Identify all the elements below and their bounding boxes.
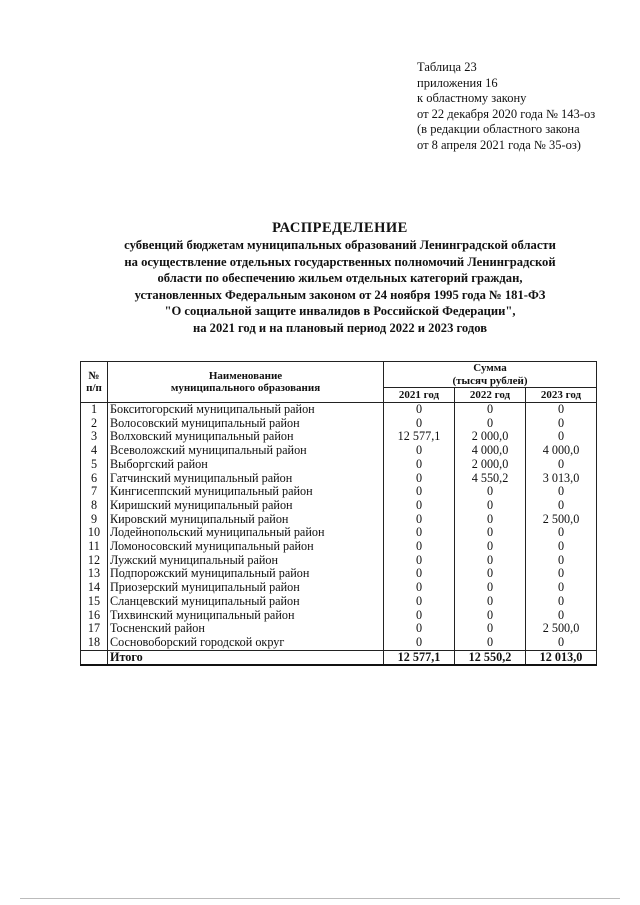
row-value-2022: 2 000,0	[455, 430, 526, 444]
row-value-2023: 0	[526, 403, 597, 417]
title-line: на 2021 год и на плановый период 2022 и 2023 годов	[192, 320, 488, 335]
title-line: области по обеспечению жильем отдельных категорий граждан,	[157, 271, 523, 286]
row-value-2023: 0	[526, 567, 597, 581]
row-municipality: Всеволожский муниципальный район	[108, 444, 384, 458]
row-value-2022: 4 550,2	[455, 472, 526, 486]
reference-line: от 22 декабря 2020 года № 143-оз	[417, 106, 596, 121]
row-number: 11	[81, 540, 108, 554]
table-row	[81, 567, 597, 581]
row-value-2021: 0	[384, 417, 455, 431]
reference-line: (в редакции областного закона	[417, 122, 580, 136]
header-year-2021: 2021 год	[384, 388, 455, 403]
page-bottom-line	[20, 898, 620, 899]
row-value-2023: 2 500,0	[526, 622, 597, 636]
row-value-2023: 0	[526, 526, 597, 540]
row-value-2022: 0	[455, 403, 526, 417]
row-municipality: Подпорожский муниципальный район	[108, 567, 384, 581]
title-heading: РАСПРЕДЕЛЕНИЕ	[272, 220, 408, 236]
row-value-2023: 0	[526, 540, 597, 554]
row-value-2023: 0	[526, 430, 597, 444]
row-value-2023: 0	[526, 485, 597, 499]
row-number: 6	[81, 472, 108, 486]
row-number: 1	[81, 403, 108, 417]
table-row	[81, 472, 597, 486]
reference-line: приложения 16	[417, 75, 498, 90]
title-line: установленных Федеральным законом от 24 ноября 1995 года № 181-ФЗ	[134, 287, 546, 302]
header-year-2022: 2022 год	[455, 388, 526, 403]
row-value-2022: 0	[455, 567, 526, 581]
row-municipality: Выборгский район	[108, 458, 384, 472]
row-value-2022: 0	[455, 513, 526, 527]
row-number: 8	[81, 499, 108, 513]
table-row	[81, 444, 597, 458]
row-value-2021: 0	[384, 581, 455, 595]
row-value-2021: 12 577,1	[384, 430, 455, 444]
table-row	[81, 636, 597, 650]
row-municipality: Сосновоборский городской округ	[108, 636, 384, 650]
row-value-2022: 0	[455, 526, 526, 540]
title-line: субвенций бюджетам муниципальных образований Ленинградской области	[124, 238, 556, 252]
row-value-2022: 0	[455, 595, 526, 609]
row-value-2022: 2 000,0	[455, 458, 526, 472]
row-value-2021: 0	[384, 554, 455, 568]
table-row	[81, 430, 597, 444]
row-value-2021: 0	[384, 622, 455, 636]
row-number: 2	[81, 417, 108, 431]
row-value-2021: 0	[384, 458, 455, 472]
total-value-2022: 12 550,2	[455, 650, 526, 665]
table-row	[81, 609, 597, 623]
row-municipality: Сланцевский муниципальный район	[108, 595, 384, 609]
title-line: на осуществление отдельных государственных полномочий Ленинградской	[124, 254, 556, 269]
table-row	[81, 581, 597, 595]
row-value-2021: 0	[384, 403, 455, 417]
row-value-2022: 0	[455, 609, 526, 623]
row-value-2022: 0	[455, 417, 526, 431]
total-row	[81, 650, 597, 665]
document-title	[60, 219, 620, 337]
row-value-2023: 0	[526, 581, 597, 595]
row-number: 4	[81, 444, 108, 458]
row-number: 16	[81, 609, 108, 623]
header-municipality: Наименование муниципального образования	[108, 362, 384, 403]
header-year-2023: 2023 год	[526, 388, 597, 403]
distribution-table	[80, 361, 597, 666]
title-line: "О социальной защите инвалидов в Российской Федерации",	[164, 304, 516, 319]
total-value-2021: 12 577,1	[384, 650, 455, 665]
row-value-2021: 0	[384, 567, 455, 581]
row-municipality: Лужский муниципальный район	[108, 554, 384, 568]
table-row	[81, 499, 597, 513]
document-reference-block	[417, 60, 595, 153]
row-number: 15	[81, 595, 108, 609]
row-municipality: Киришский муниципальный район	[108, 499, 384, 513]
reference-line: от 8 апреля 2021 года № 35-оз)	[417, 137, 581, 152]
reference-line: к областному закону	[417, 91, 527, 105]
row-municipality: Тихвинский муниципальный район	[108, 609, 384, 623]
row-number: 17	[81, 622, 108, 636]
row-value-2023: 3 013,0	[526, 472, 597, 486]
row-value-2021: 0	[384, 472, 455, 486]
row-municipality: Бокситогорский муниципальный район	[108, 403, 384, 417]
table-row	[81, 554, 597, 568]
row-number: 18	[81, 636, 108, 650]
row-municipality: Ломоносовский муниципальный район	[108, 540, 384, 554]
row-value-2022: 0	[455, 581, 526, 595]
row-number: 3	[81, 430, 108, 444]
row-value-2023: 0	[526, 417, 597, 431]
row-number: 12	[81, 554, 108, 568]
row-number: 5	[81, 458, 108, 472]
table-row	[81, 458, 597, 472]
row-value-2022: 4 000,0	[455, 444, 526, 458]
row-number: 10	[81, 526, 108, 540]
table-row	[81, 540, 597, 554]
row-value-2022: 0	[455, 499, 526, 513]
row-value-2022: 0	[455, 485, 526, 499]
row-value-2023: 0	[526, 458, 597, 472]
table-row	[81, 403, 597, 417]
row-value-2021: 0	[384, 526, 455, 540]
row-municipality: Лодейнопольский муниципальный район	[108, 526, 384, 540]
row-value-2021: 0	[384, 499, 455, 513]
row-value-2021: 0	[384, 485, 455, 499]
total-value-2023: 12 013,0	[526, 650, 597, 665]
row-value-2023: 0	[526, 595, 597, 609]
row-municipality: Волховский муниципальный район	[108, 430, 384, 444]
table-row	[81, 622, 597, 636]
row-municipality: Кировский муниципальный район	[108, 513, 384, 527]
table-body	[81, 403, 597, 666]
total-number-cell	[81, 650, 108, 665]
table-row	[81, 595, 597, 609]
table-row	[81, 526, 597, 540]
row-value-2022: 0	[455, 554, 526, 568]
row-value-2023: 4 000,0	[526, 444, 597, 458]
row-value-2021: 0	[384, 540, 455, 554]
header-sum: Сумма (тысяч рублей)	[384, 362, 597, 388]
row-number: 13	[81, 567, 108, 581]
row-value-2023: 0	[526, 554, 597, 568]
row-value-2023: 0	[526, 609, 597, 623]
row-value-2021: 0	[384, 609, 455, 623]
row-municipality: Приозерский муниципальный район	[108, 581, 384, 595]
row-value-2022: 0	[455, 636, 526, 650]
table-row	[81, 513, 597, 527]
row-value-2021: 0	[384, 595, 455, 609]
row-municipality: Кингисеппский муниципальный район	[108, 485, 384, 499]
row-municipality: Гатчинский муниципальный район	[108, 472, 384, 486]
row-number: 9	[81, 513, 108, 527]
row-value-2023: 0	[526, 499, 597, 513]
row-municipality: Тосненский район	[108, 622, 384, 636]
row-number: 14	[81, 581, 108, 595]
row-municipality: Волосовский муниципальный район	[108, 417, 384, 431]
row-value-2023: 2 500,0	[526, 513, 597, 527]
total-label: Итого	[108, 650, 384, 665]
row-value-2022: 0	[455, 540, 526, 554]
table-row	[81, 485, 597, 499]
row-value-2022: 0	[455, 622, 526, 636]
row-number: 7	[81, 485, 108, 499]
row-value-2021: 0	[384, 513, 455, 527]
table-row	[81, 417, 597, 431]
header-number: № п/п	[81, 362, 108, 403]
reference-line: Таблица 23	[417, 60, 477, 74]
row-value-2021: 0	[384, 444, 455, 458]
row-value-2023: 0	[526, 636, 597, 650]
row-value-2021: 0	[384, 636, 455, 650]
